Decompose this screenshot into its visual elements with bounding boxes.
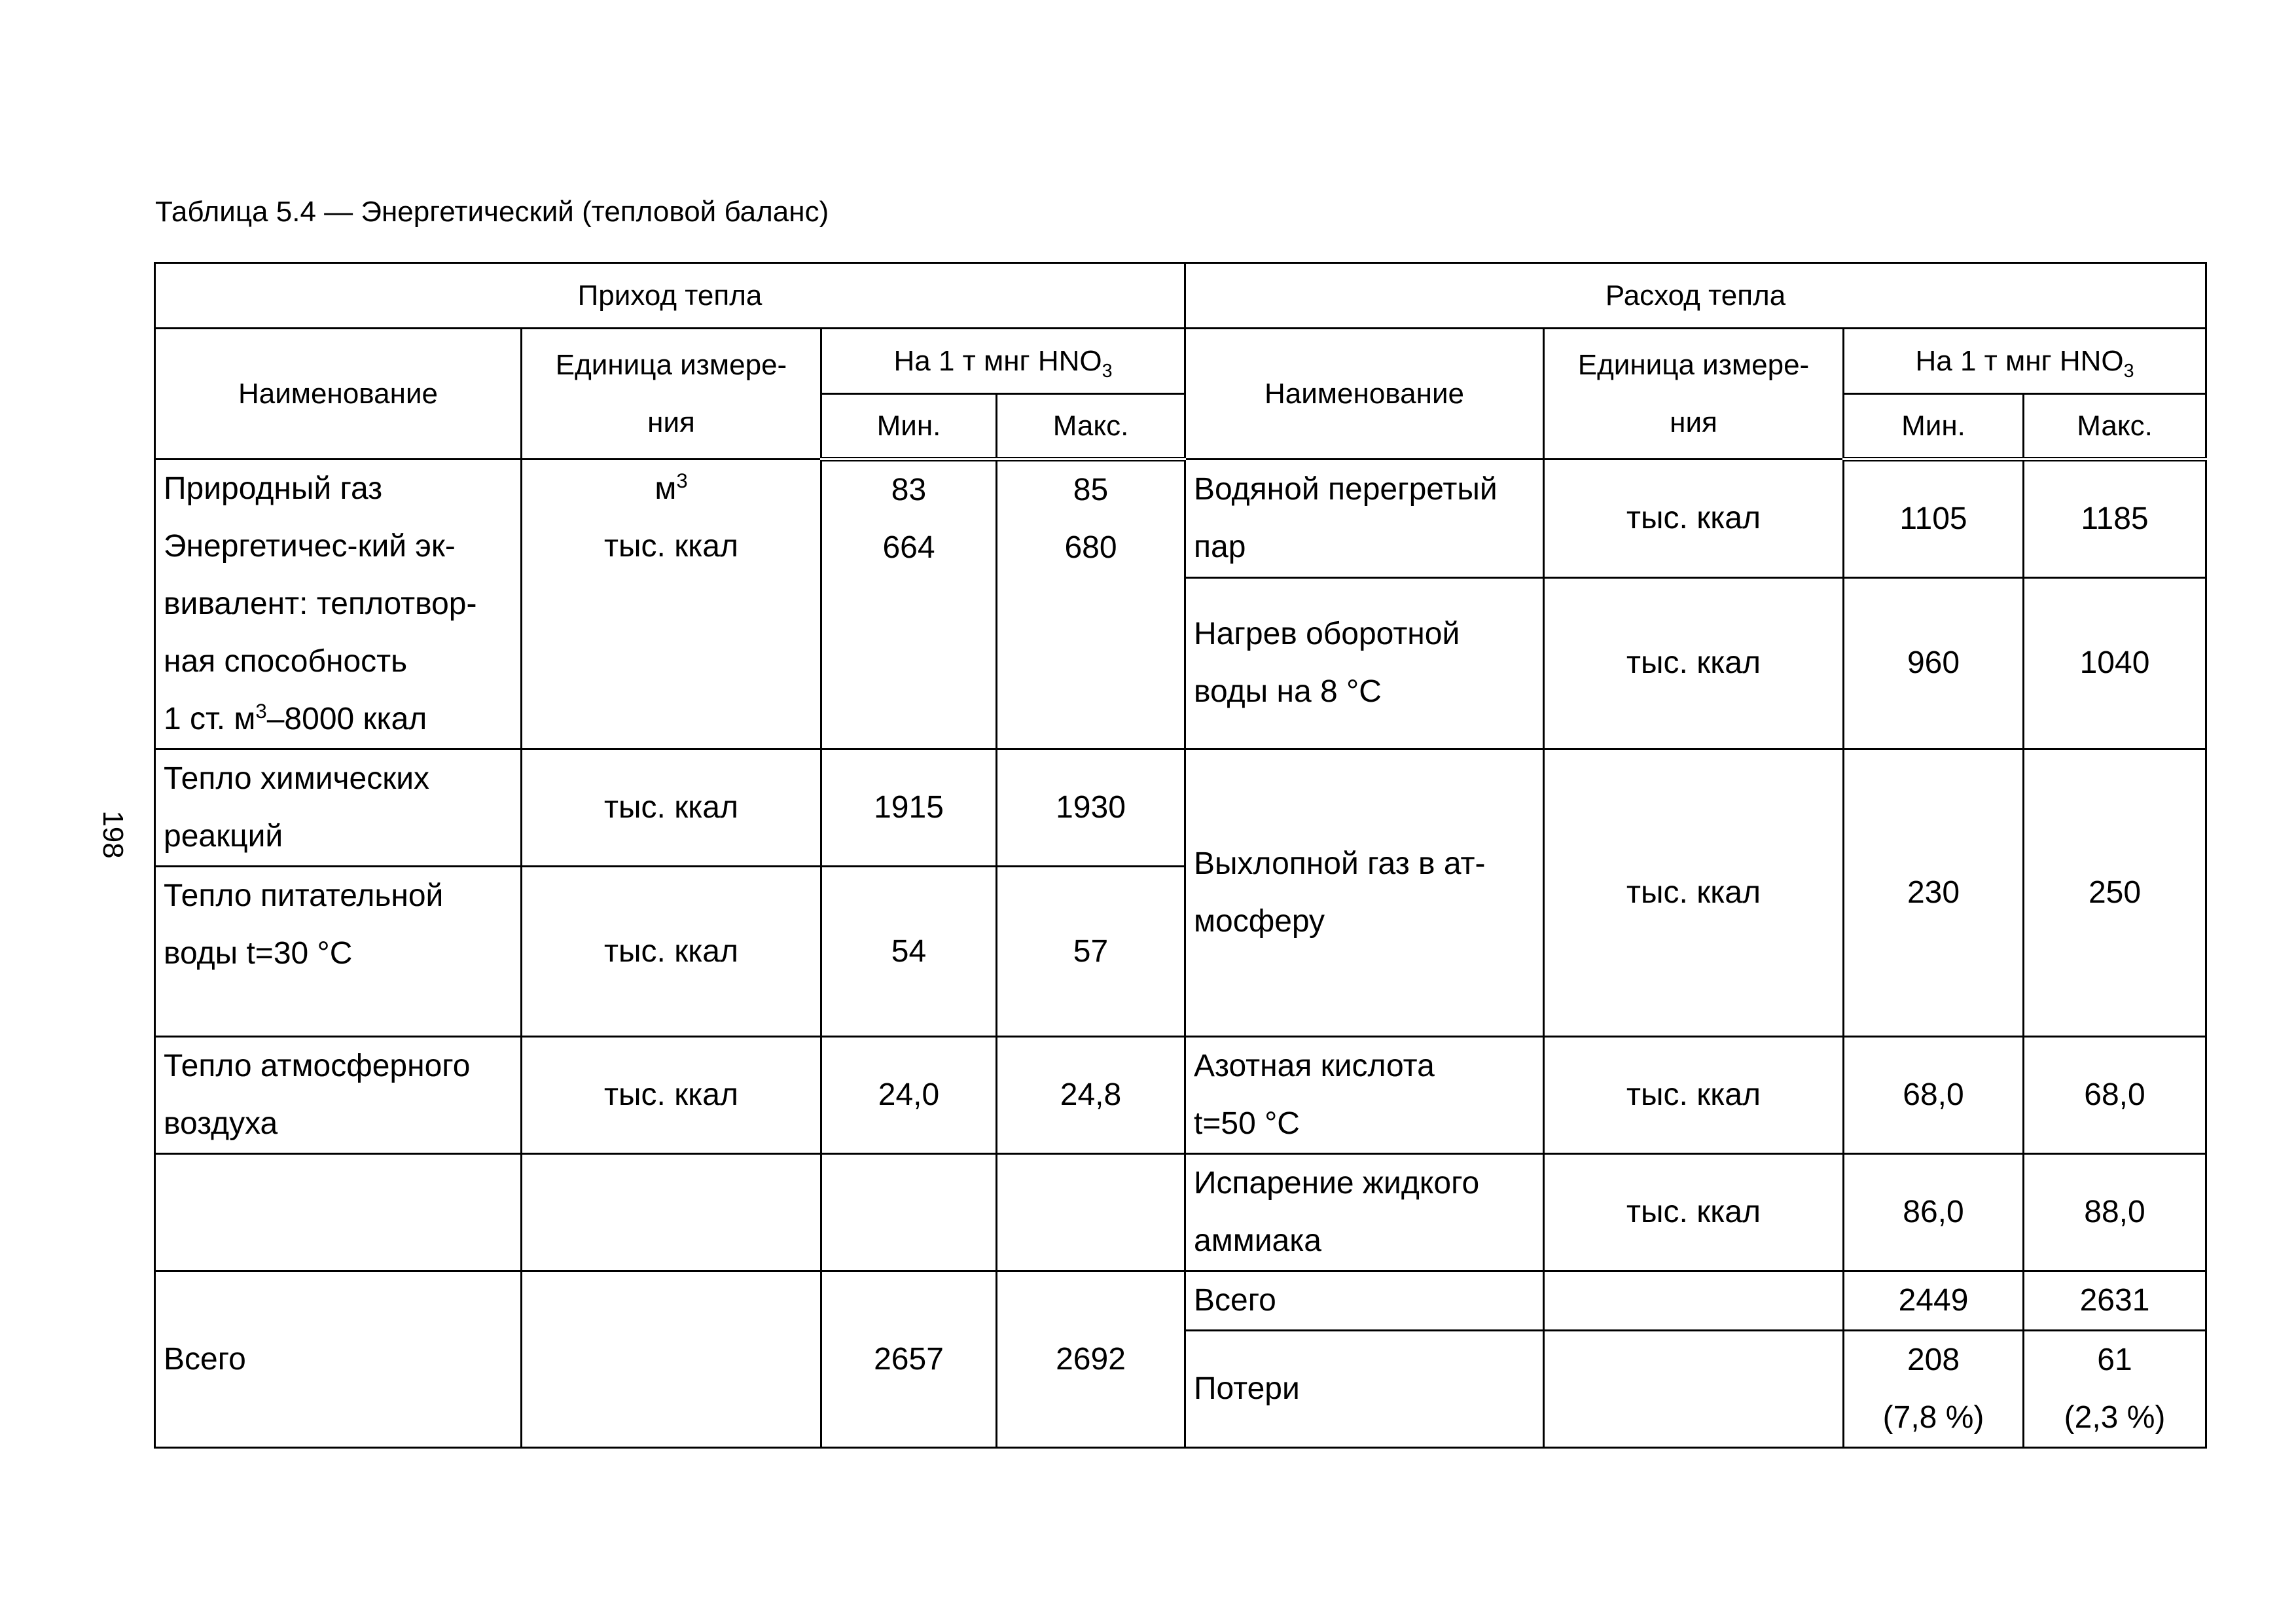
exhaust-unit: тыс. ккал [1544,749,1844,1037]
income-min-header: Мин. [821,394,997,460]
chemical-name [155,749,522,867]
losses-max [2024,1331,2206,1448]
chemical-line2: реакций [164,819,283,854]
table-row [155,460,2206,578]
ammonia-min: 86,0 [1844,1154,2024,1271]
empty-cell [522,1271,821,1448]
natural-gas-unit1-sup: 3 [676,469,688,492]
natural-gas-name [155,460,522,749]
natural-gas-min [821,460,997,749]
per-ton-subscript: 3 [1102,360,1113,382]
ammonia-max: 88,0 [2024,1154,2206,1271]
expense-header: Расход тепла [1185,263,2206,329]
water-heat-max: 1040 [2024,577,2206,749]
natural-gas-min1: 83 [891,473,927,507]
nitric-acid-max: 68,0 [2024,1037,2206,1154]
expense-min-header: Мин. [1844,394,2024,460]
natural-gas-max2: 680 [1064,530,1117,565]
natural-gas-line5-sup: 3 [255,700,267,723]
ammonia-line1: Испарение жидкого [1194,1166,1480,1200]
losses-name: Потери [1185,1331,1544,1448]
natural-gas-line4: ная способность [164,644,408,679]
unit-header-line2: ния [647,406,695,439]
income-max-header: Макс. [997,394,1185,460]
losses-min [1844,1331,2024,1448]
air-max: 24,8 [997,1037,1185,1154]
income-total-min: 2657 [821,1271,997,1448]
table-row [155,1271,2206,1331]
water-heat-unit: тыс. ккал [1544,577,1844,749]
income-per-ton-header [821,329,1185,394]
expense-unit-header [1544,329,1844,460]
nitric-acid-min: 68,0 [1844,1037,2024,1154]
empty-cell [155,1154,522,1271]
unit-header-line1: Единица измере- [1577,348,1810,381]
chemical-min: 1915 [821,749,997,867]
chemical-unit: тыс. ккал [522,749,821,867]
steam-max: 1185 [2024,460,2206,578]
ammonia-unit: тыс. ккал [1544,1154,1844,1271]
feed-water-min: 54 [821,867,997,1037]
expense-total-name: Всего [1185,1271,1544,1331]
table-caption: Таблица 5.4 — Энергетический (тепловой баланс) [155,196,829,228]
unit-header-line1: Единица измере- [555,348,787,381]
steam-line1: Водяной перегретый [1194,471,1498,507]
nitric-acid-line2: t=50 °C [1194,1106,1300,1141]
income-total-name: Всего [155,1271,522,1448]
nitric-acid-line1: Азотная кислота [1194,1049,1435,1083]
table-row [155,749,2206,867]
ammonia-line2: аммиака [1194,1223,1321,1258]
natural-gas-unit [522,460,821,749]
natural-gas-max1: 85 [1073,473,1109,507]
expense-total-max: 2631 [2024,1271,2206,1331]
feed-water-name [155,867,522,1037]
expense-per-ton-header [1844,329,2206,394]
unit-header-line2: ния [1670,406,1717,439]
header-row-2 [155,329,2206,394]
income-header: Приход тепла [155,263,1185,329]
exhaust-min: 230 [1844,749,2024,1037]
air-min: 24,0 [821,1037,997,1154]
air-line1: Тепло атмосферного [164,1049,471,1083]
steam-name [1185,460,1544,578]
steam-min: 1105 [1844,460,2024,578]
air-unit: тыс. ккал [522,1037,821,1154]
empty-cell [1544,1271,1844,1331]
natural-gas-line2: Энергетичес-кий эк- [164,529,456,564]
table-row [155,1037,2206,1154]
exhaust-name [1185,749,1544,1037]
losses-min-value: 208 [1907,1343,1960,1377]
empty-cell [821,1154,997,1271]
empty-cell [522,1154,821,1271]
feed-water-line2: воды t=30 °C [164,936,353,971]
air-line2: воздуха [164,1106,278,1141]
per-ton-subscript: 3 [2123,360,2134,382]
header-row-1 [155,263,2206,329]
expense-name-header: Наименование [1185,329,1544,460]
chemical-line1: Тепло химических [164,761,430,796]
heat-balance-table [154,262,2207,1449]
table-row [155,1154,2206,1271]
water-heat-line1: Нагрев оборотной [1194,617,1460,652]
water-heat-line2: воды на 8 °С [1194,674,1382,710]
natural-gas-max [997,460,1185,749]
natural-gas-line3: вивалент: теплотвор- [164,586,477,621]
ammonia-name [1185,1154,1544,1271]
nitric-acid-unit: тыс. ккал [1544,1037,1844,1154]
natural-gas-line5a: 1 ст. м [164,702,256,736]
expense-max-header: Макс. [2024,394,2206,460]
natural-gas-line1: Природный газ [164,471,383,506]
losses-max-pct: (2,3 %) [2064,1400,2166,1435]
feed-water-unit: тыс. ккал [522,867,821,1037]
air-name [155,1037,522,1154]
income-unit-header [522,329,821,460]
per-ton-label: На 1 т мнг HNO [1915,344,2124,377]
empty-cell [997,1154,1185,1271]
natural-gas-unit1: м [655,471,677,506]
exhaust-line2: мосферу [1194,904,1325,939]
natural-gas-unit2: тыс. ккал [604,529,738,564]
per-ton-label: На 1 т мнг HNO [893,344,1102,377]
water-heat-min: 960 [1844,577,2024,749]
feed-water-max: 57 [997,867,1185,1037]
losses-min-pct: (7,8 %) [1882,1400,1984,1435]
steam-line2: пар [1194,529,1246,564]
natural-gas-min2: 664 [882,530,935,565]
income-name-header: Наименование [155,329,522,460]
income-total-max: 2692 [997,1271,1185,1448]
natural-gas-line5b: –8000 ккал [266,702,427,736]
water-heat-name [1185,577,1544,749]
feed-water-line1: Тепло питательной [164,878,444,913]
expense-total-min: 2449 [1844,1271,2024,1331]
empty-cell [1544,1331,1844,1448]
nitric-acid-name [1185,1037,1544,1154]
exhaust-max: 250 [2024,749,2206,1037]
chemical-max: 1930 [997,749,1185,867]
page-number: 198 [97,810,129,859]
exhaust-line1: Выхлопной газ в ат- [1194,846,1486,881]
losses-max-value: 61 [2097,1343,2132,1377]
steam-unit: тыс. ккал [1544,460,1844,578]
